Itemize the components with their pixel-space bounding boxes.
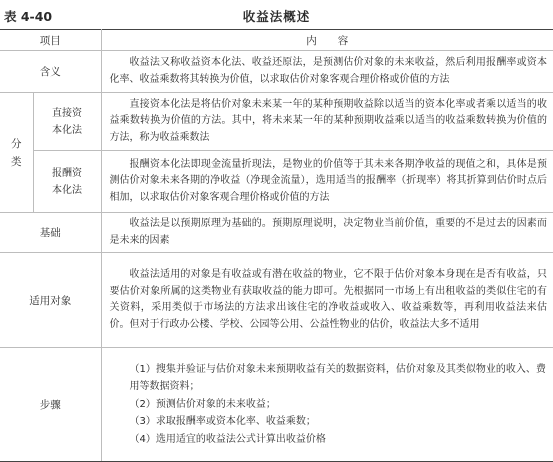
row-label-baochou: 报酬资 本化法 — [33, 151, 101, 213]
row-text-shiyong: 收益法适用的对象是有收益或有潜在收益的物业，它不限于估价对象本身现在是否有收益，只要估价对象所属的这类物业有获取收益的能力即可。先根据同一市场上有出租收益的类似住宅的有关资料，采用类似于市场法的方法求出该住宅的净收益或收入、收益乘数等，再利用收益法来估价。但对于行政办公楼、学校、公园等公用、公益性物业的估价，收益法大多不适用 — [101, 253, 553, 348]
row-text-buzhou — [101, 348, 553, 462]
header-row — [0, 30, 553, 51]
table-caption — [4, 4, 549, 26]
row-label-hanyi: 含义 — [0, 51, 101, 93]
step-item: （3）求取报酬率或资本化率、收益乘数； — [129, 416, 316, 428]
table-row — [0, 93, 553, 151]
header-content: 内 容 — [101, 30, 553, 51]
row-label-zhijie: 直接资 本化法 — [33, 93, 101, 151]
row-text-jichu: 收益法是以预期原理为基础的。预期原理说明，决定物业当前价值，重要的不是过去的因素而是未来的因素 — [101, 213, 553, 253]
table-row — [0, 348, 553, 462]
step-item: （1）搜集并验证与估价对象未来预期收益有关的数据资料，估价对象及其类似物业的收入、费用等数据资料； — [129, 363, 546, 393]
category-label-fenlei: 分 类 — [0, 93, 33, 213]
row-label-buzhou: 步骤 — [0, 348, 101, 462]
overview-table — [0, 29, 553, 462]
header-item: 项目 — [0, 30, 101, 51]
step-item: （4）选用适宜的收益法公式计算出收益价格 — [129, 433, 326, 445]
table-row — [0, 253, 553, 348]
table-title: 收益法概述 — [242, 9, 311, 24]
row-text-baochou: 报酬资本化法即现金流量折现法，是物业的价值等于其未来各期净收益的现值之和，具体是预测估价对象未来各期的净收益（净现金流量），选用适当的报酬率（折现率）将其折算到估价时点后相加，以求取估价对象客观合理价格或价值的方法 — [101, 151, 553, 213]
step-item: （2）预测估价对象的未来收益； — [129, 398, 276, 410]
row-label-jichu: 基础 — [0, 213, 101, 253]
table-number: 表 4-40 — [4, 9, 53, 24]
table-row — [0, 151, 553, 213]
row-label-shiyong: 适用对象 — [0, 253, 101, 348]
table-row — [0, 51, 553, 93]
row-text-hanyi: 收益法又称收益资本化法、收益还原法，是预测估价对象的未来收益，然后利用报酬率或资本化率、收益乘数将其转换为价值，以求取估价对象客观合理价格或价值的方法 — [101, 51, 553, 93]
table-row — [0, 213, 553, 253]
row-text-zhijie: 直接资本化法是将估价对象未来某一年的某种预期收益除以适当的资本化率或者乘以适当的收益乘数转换为价值的方法。其中，将未来某一年的某种预期收益乘以适当的收益乘数转换为价值的方法，称为收益乘数法 — [101, 93, 553, 151]
